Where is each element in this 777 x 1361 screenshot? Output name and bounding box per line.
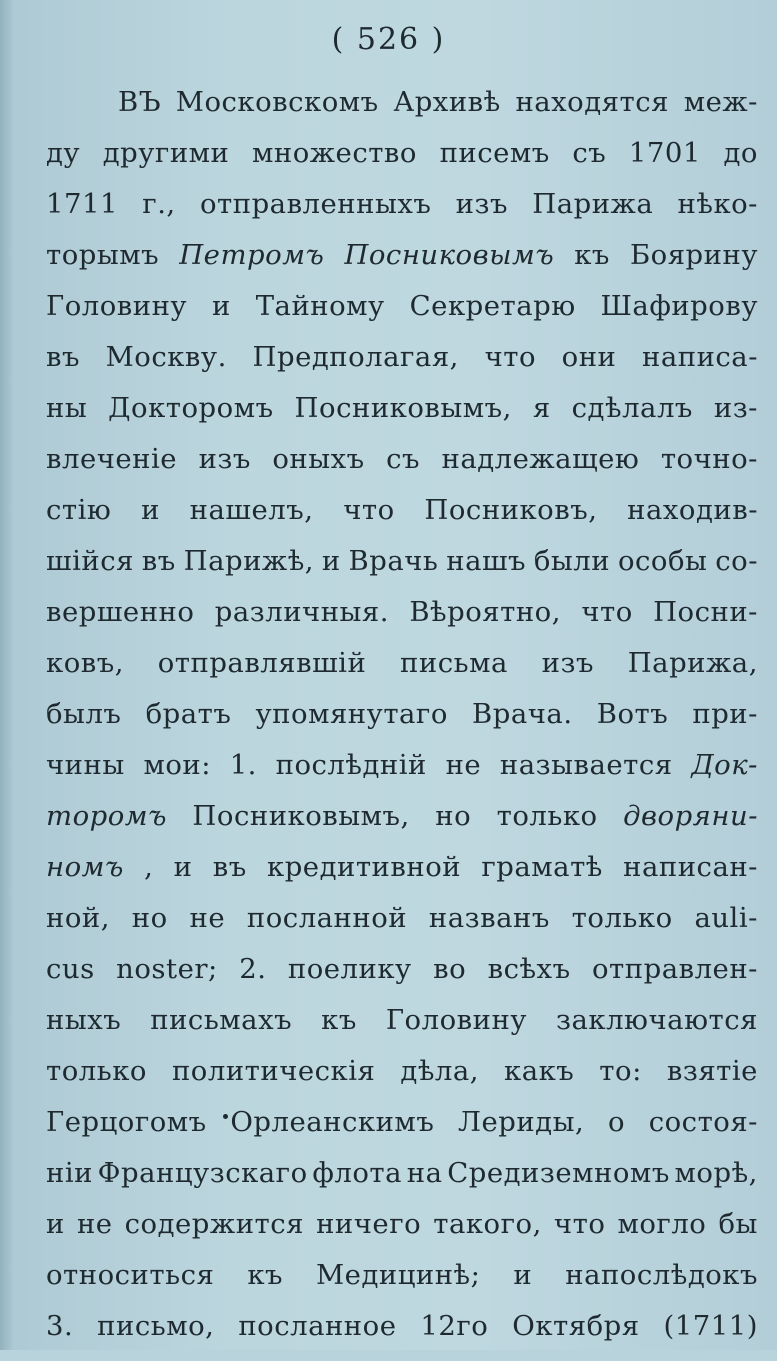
word: Посниковъ, [424, 494, 598, 526]
word: изъ [198, 443, 251, 475]
word: ковъ, [46, 647, 124, 679]
word: въ [46, 341, 80, 373]
word: Петромъ [179, 239, 325, 271]
word: находив- [627, 494, 758, 526]
word: до [723, 137, 758, 169]
word: могло [617, 1208, 707, 1240]
word: Парижа, [627, 647, 758, 679]
word: къ [574, 239, 610, 271]
text-line [46, 341, 758, 392]
word: и [321, 545, 341, 577]
word: чины [46, 749, 125, 781]
word: но [131, 902, 168, 934]
word: noster; [116, 953, 218, 985]
word: Док- [691, 749, 758, 781]
word: написан- [623, 851, 758, 883]
word: Французскаго [97, 1157, 308, 1189]
word: послѣдній [275, 749, 427, 781]
word: 1711 [46, 188, 118, 220]
word: письмо, [97, 1310, 215, 1342]
word: но [435, 800, 472, 832]
text-line [46, 1157, 758, 1208]
word: въ [212, 851, 247, 883]
word: точно- [660, 443, 758, 475]
word: Орлеанскимъ [230, 1106, 435, 1138]
word: Боярину [629, 239, 758, 271]
word: cus [46, 953, 95, 985]
word: что [553, 1208, 606, 1240]
text-line [46, 1208, 758, 1259]
word: Парижѣ, [183, 545, 315, 577]
word: стію [46, 494, 112, 526]
word: нѣко- [677, 188, 758, 220]
word: шійся [46, 545, 134, 577]
word: въ [141, 545, 176, 577]
text-line [46, 953, 758, 1004]
word: со- [715, 545, 758, 577]
word: ВЪ [118, 86, 162, 118]
text-line [46, 851, 758, 902]
word: съ [572, 137, 607, 169]
text-line [46, 800, 758, 851]
word: и [513, 1259, 533, 1291]
text-line [46, 188, 758, 239]
word: только [46, 1055, 147, 1087]
word: заключаются [556, 1004, 758, 1036]
word: 12го [420, 1310, 489, 1342]
word: дворяни- [623, 800, 758, 832]
word: не [76, 1208, 113, 1240]
word: торомъ [46, 800, 167, 832]
word: содержится [124, 1208, 304, 1240]
word: при- [692, 698, 758, 730]
word: особы [617, 545, 708, 577]
word: Тайному [255, 290, 385, 322]
word: къ [321, 1004, 357, 1036]
word: всѣхъ [487, 953, 571, 985]
word: ны [46, 392, 88, 424]
word: мои: [143, 749, 211, 781]
word: Секретарю [409, 290, 576, 322]
word: писемъ [439, 137, 550, 169]
word: былъ [46, 698, 122, 730]
word: отправленныхъ [199, 188, 432, 220]
word: оныхъ [272, 443, 365, 475]
word: , [144, 851, 154, 883]
word: дѣла, [400, 1055, 480, 1087]
word: ніи [46, 1157, 93, 1189]
word: Посниковымъ, [192, 800, 410, 832]
word: Архивѣ [393, 86, 501, 118]
word: упомянутаго [255, 698, 448, 730]
text-line [46, 1106, 758, 1157]
word: названъ [428, 902, 550, 934]
word: письмахъ [150, 1004, 293, 1036]
text-line [46, 443, 758, 494]
word: политическія [171, 1055, 376, 1087]
word: (1711) [663, 1310, 758, 1342]
word: меж- [683, 86, 758, 118]
word: Октября [512, 1310, 640, 1342]
word: Герцогомъ [46, 1106, 207, 1138]
word: отправлявшій [157, 647, 367, 679]
word: ничего [316, 1208, 422, 1240]
word: бы [718, 1208, 758, 1240]
word: Лериды, [458, 1106, 585, 1138]
text-line [46, 290, 758, 341]
word: 1. [229, 749, 257, 781]
word: братъ [145, 698, 232, 730]
word: Шафирову [600, 290, 758, 322]
word: сдѣлалъ [571, 392, 693, 424]
word: не [445, 749, 482, 781]
word: посланное [238, 1310, 397, 1342]
word: Посни- [653, 596, 758, 628]
word: номъ [46, 851, 124, 883]
word: влеченіе [46, 443, 178, 475]
word: посланной [246, 902, 408, 934]
word: Головину [385, 1004, 527, 1036]
page-number: ( 526 ) [331, 22, 446, 57]
word: множество [251, 137, 417, 169]
word: Медицинѣ; [316, 1259, 481, 1291]
word: только [496, 800, 598, 832]
word: нашелъ, [189, 494, 314, 526]
word: такого, [433, 1208, 542, 1240]
text-line [46, 494, 758, 545]
word: 2. [239, 953, 267, 985]
word: Посниковымъ [344, 239, 555, 271]
word: нашъ [446, 545, 527, 577]
word: находятся [515, 86, 669, 118]
text-line [46, 1259, 758, 1310]
word: взятіе [666, 1055, 758, 1087]
word: Вѣроятно, [409, 596, 561, 628]
word: граматѣ [481, 851, 603, 883]
word: то: [599, 1055, 642, 1087]
text-line [46, 1055, 758, 1106]
word: Москву. [105, 341, 227, 373]
word: и [141, 494, 160, 526]
word: какъ [504, 1055, 575, 1087]
word: Вотъ [596, 698, 669, 730]
text-line [46, 749, 758, 800]
word: различныя. [214, 596, 390, 628]
text-line [46, 1310, 758, 1361]
word: кредитивной [267, 851, 462, 883]
word: флота [312, 1157, 403, 1189]
word: что [343, 494, 395, 526]
word: изъ [455, 188, 508, 220]
word: надлежащею [441, 443, 640, 475]
text-line [46, 86, 758, 137]
word: Врача. [472, 698, 573, 730]
word: 3. [46, 1310, 74, 1342]
word: Врачь [348, 545, 439, 577]
word: 1701 [628, 137, 701, 169]
word: Средиземномъ [447, 1157, 670, 1189]
word: не [189, 902, 226, 934]
word: напослѣдокъ [565, 1259, 758, 1291]
word: состоя- [648, 1106, 758, 1138]
word: только [571, 902, 673, 934]
text-line [46, 596, 758, 647]
word: изъ [541, 647, 594, 679]
word: съ [386, 443, 421, 475]
word: и [212, 290, 231, 322]
text-line [46, 647, 758, 698]
text-line [46, 545, 758, 596]
word: письма [400, 647, 508, 679]
word: называется [499, 749, 673, 781]
word: я [532, 392, 551, 424]
text-line [46, 902, 758, 953]
word: вершенно [46, 596, 195, 628]
word: они [561, 341, 617, 373]
text-line [46, 1004, 758, 1055]
word: на [406, 1157, 443, 1189]
word: другими [102, 137, 230, 169]
word: Головину [46, 290, 188, 322]
page-spine-shadow [0, 0, 14, 1350]
word: Докторомъ [108, 392, 274, 424]
ink-dot [223, 1114, 228, 1119]
word: написа- [642, 341, 758, 373]
word: что [484, 341, 537, 373]
text-line [46, 698, 758, 749]
word: ду [46, 137, 81, 169]
word: къ [247, 1259, 284, 1291]
word: ныхъ [46, 1004, 122, 1036]
text-line [46, 239, 758, 290]
word: морѣ, [674, 1157, 758, 1189]
text-line [46, 137, 758, 188]
word: Посниковымъ, [294, 392, 512, 424]
word: из- [713, 392, 758, 424]
word: и [46, 1208, 65, 1240]
word: Московскомъ [175, 86, 379, 118]
word: ной, [46, 902, 110, 934]
word: что [581, 596, 633, 628]
text-line [46, 392, 758, 443]
word: Парижа [532, 188, 654, 220]
body-text [46, 86, 758, 1361]
word: отправлен- [592, 953, 758, 985]
word: были [533, 545, 611, 577]
word: г., [142, 188, 176, 220]
word: auli- [694, 902, 758, 934]
word: поелику [287, 953, 412, 985]
word: во [433, 953, 467, 985]
word: о [607, 1106, 625, 1138]
word: относиться [46, 1259, 215, 1291]
word: и [173, 851, 193, 883]
word: торымъ [46, 239, 160, 271]
word: Предполагая, [252, 341, 459, 373]
